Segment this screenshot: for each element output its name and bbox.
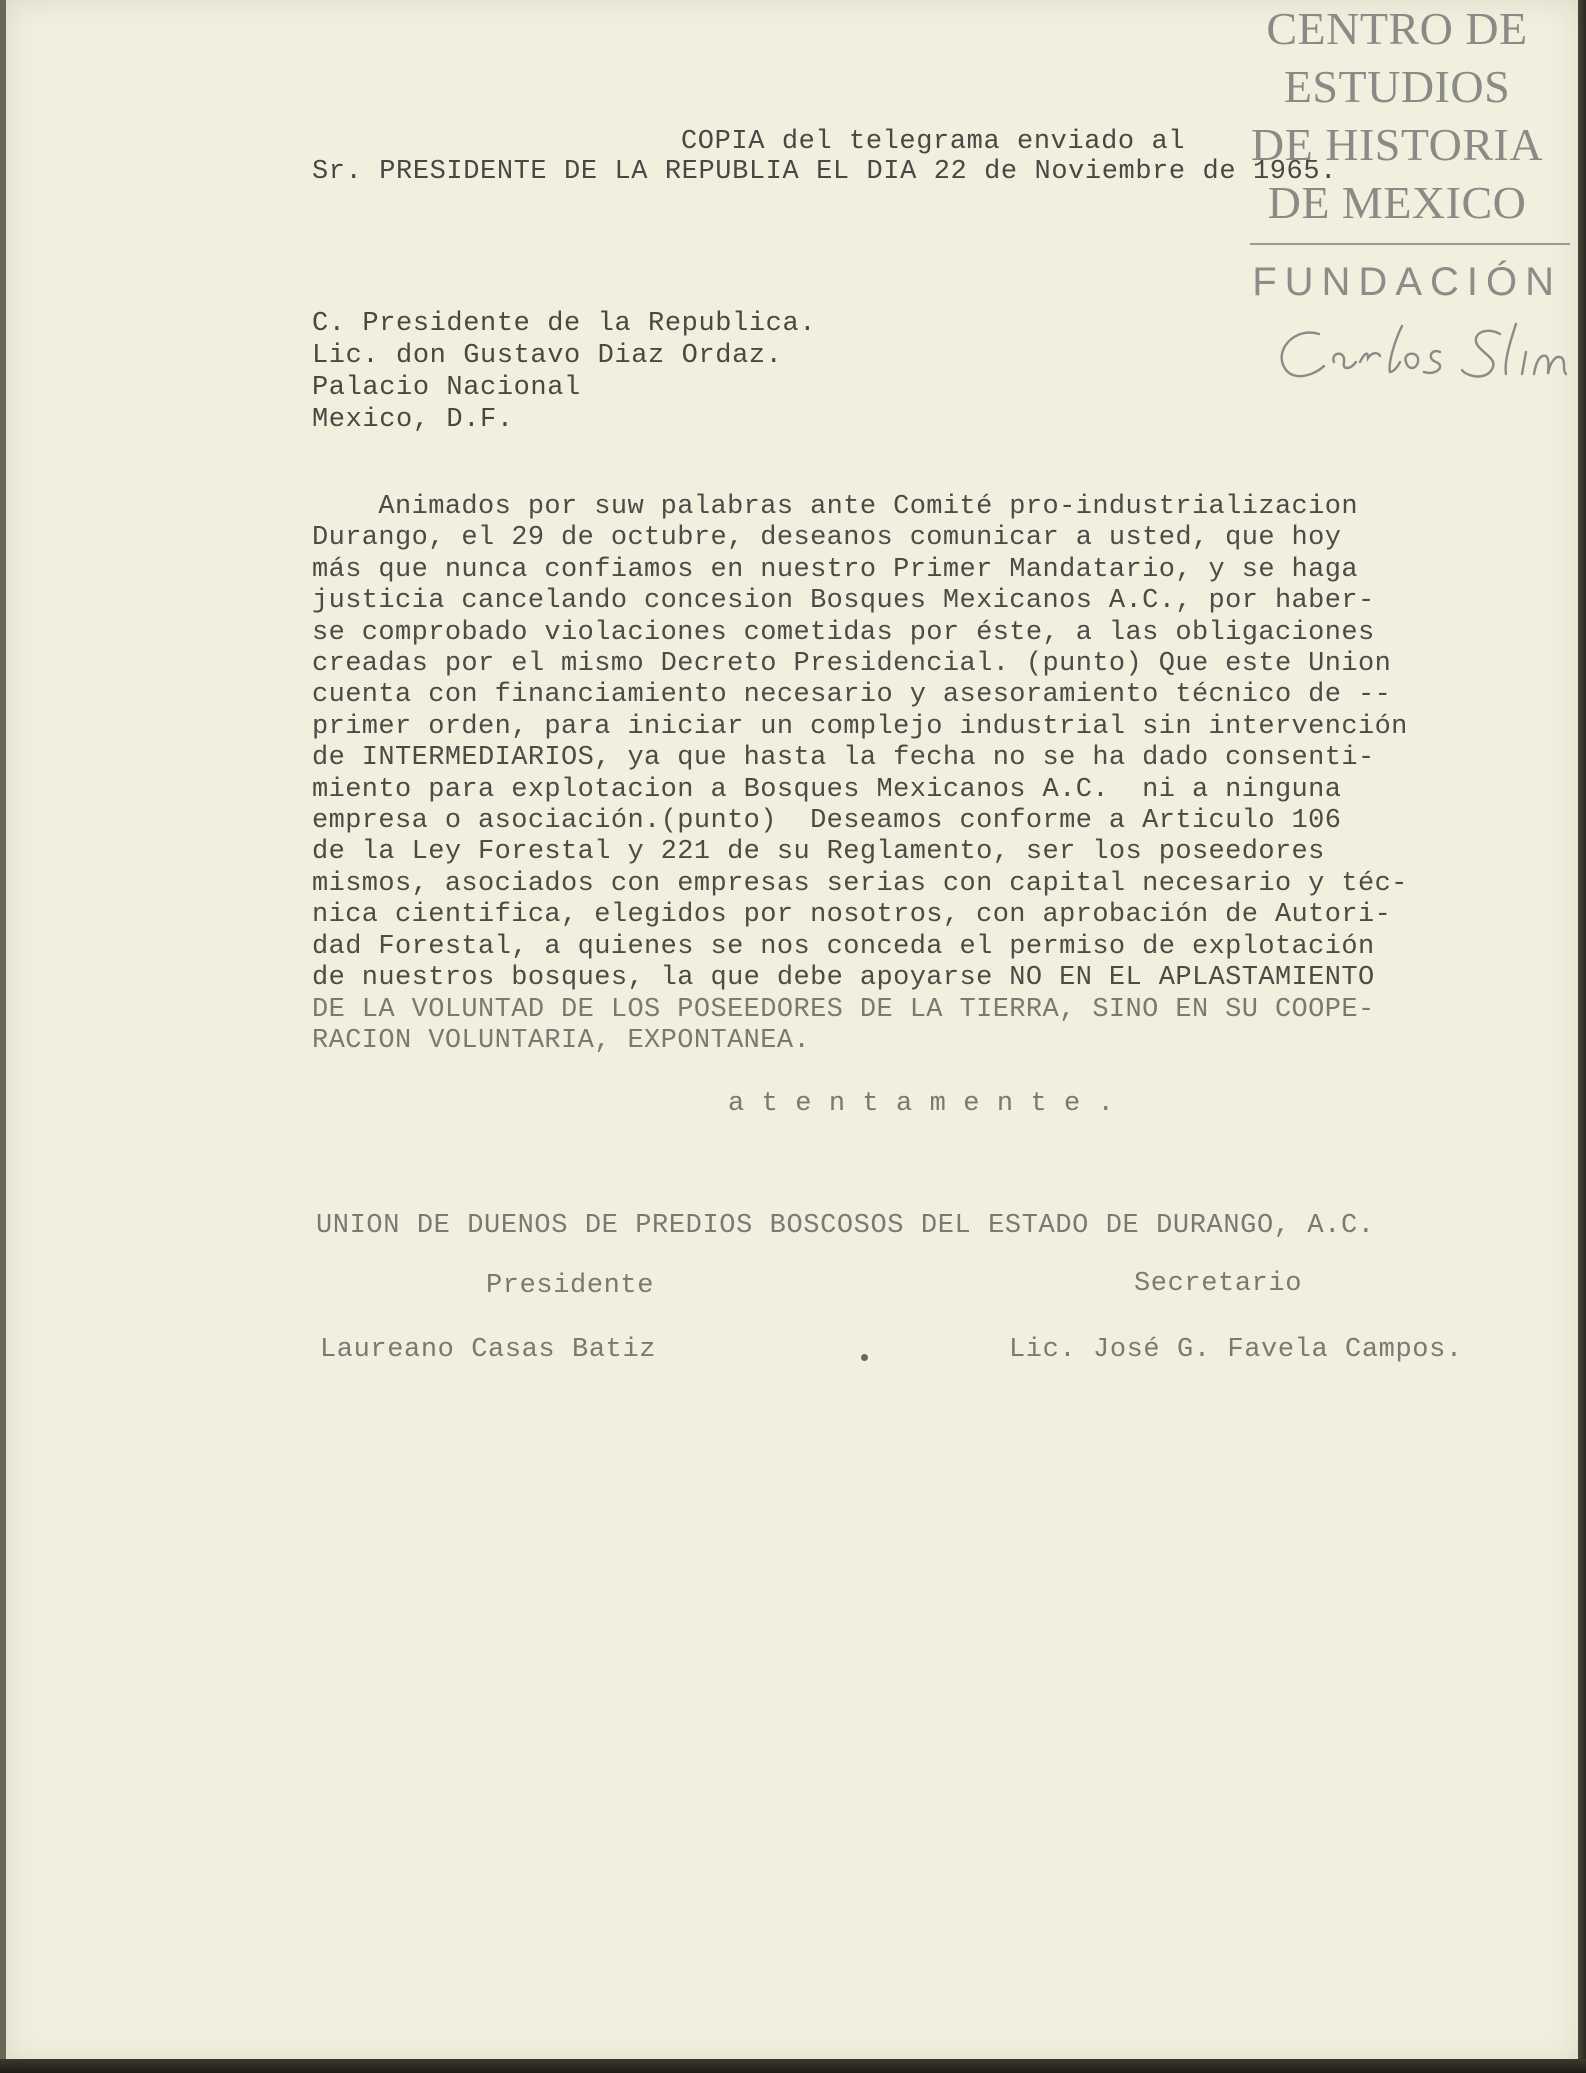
address-line: C. Presidente de la Republica. [312, 309, 817, 339]
address-line: Mexico, D.F. [312, 405, 514, 435]
body-line: nica cientifica, elegidos por nosotros, con aprobación de Autori- [312, 900, 1392, 931]
closing: a t e n t a m e n t e . [728, 1089, 1115, 1119]
secretary-name: Lic. José G. Favela Campos. [1009, 1335, 1463, 1365]
body-line: dad Forestal, a quienes se nos conceda el permiso de explotación [312, 931, 1375, 962]
document-page [6, 0, 1580, 2062]
body-line: primer orden, para iniciar un complejo industrial sin intervención [312, 711, 1408, 742]
body-line: Durango, el 29 de octubre, deseanos comunicar a usted, que hoy [312, 523, 1342, 554]
body-line: DE LA VOLUNTAD DE LOS POSEEDORES DE LA TIERRA, SINO EN SU COOPE- [312, 994, 1375, 1025]
watermark-foundation: FUNDACIÓN [1252, 260, 1562, 304]
signature-logo-icon [1264, 312, 1574, 392]
telegram-body [312, 492, 1552, 1057]
president-title: Presidente [486, 1271, 655, 1301]
header-line-2: Sr. PRESIDENTE DE LA REPUBLIA EL DIA 22 de Noviembre de 1965. [312, 157, 1337, 187]
header-line-1: COPIA del telegrama enviado al [681, 127, 1186, 157]
body-line: de nuestros bosques, la que debe apoyarse NO EN EL APLASTAMIENTO [312, 963, 1375, 994]
body-line: empresa o asociación.(punto) Deseamos conforme a Articulo 106 [312, 806, 1342, 837]
watermark-line: DE HISTORIA [1250, 119, 1544, 170]
body-line: justicia cancelando concesion Bosques Mexicanos A.C., por haber- [312, 586, 1375, 617]
body-line: de INTERMEDIARIOS, ya que hasta la fecha no se ha dado consenti- [312, 743, 1375, 774]
president-name: Laureano Casas Batiz [320, 1335, 657, 1365]
archive-watermark [1232, 0, 1562, 232]
watermark-line: CENTRO DE [1266, 3, 1528, 54]
body-line: se comprobado violaciones cometidas por éste, a las obligaciones [312, 617, 1375, 648]
body-line: miento para explotacion a Bosques Mexicanos A.C. ni a ninguna [312, 774, 1342, 805]
watermark-line: DE MEXICO [1267, 177, 1527, 228]
body-line: Animados por suw palabras ante Comité pro-industrializacion [312, 492, 1358, 522]
secretary-title: Secretario [1134, 1269, 1303, 1299]
body-line: RACION VOLUNTARIA, EXPONTANEA. [312, 1025, 811, 1056]
ink-dot [861, 1354, 868, 1361]
address-line: Lic. don Gustavo Diaz Ordaz. [312, 341, 783, 371]
body-line: de la Ley Forestal y 221 de su Reglamento, ser los poseedores [312, 837, 1325, 868]
body-line: cuenta con financiamiento necesario y asesoramiento técnico de -- [312, 680, 1392, 711]
body-line: mismos, asociados con empresas serias con capital necesario y téc- [312, 868, 1408, 899]
address-line: Palacio Nacional [312, 373, 581, 403]
organization-name: UNION DE DUENOS DE PREDIOS BOSCOSOS DEL ESTADO DE DURANGO, A.C. [316, 1211, 1375, 1241]
scan-edge-right [1578, 0, 1586, 2073]
watermark-line: ESTUDIOS [1283, 61, 1511, 112]
scan-edge-bottom [0, 2059, 1586, 2073]
watermark-divider [1250, 243, 1570, 245]
body-line: creadas por el mismo Decreto Presidencial. (punto) Que este Union [312, 649, 1392, 680]
body-line: más que nunca confiamos en nuestro Primer Mandatario, y se haga [312, 554, 1358, 585]
